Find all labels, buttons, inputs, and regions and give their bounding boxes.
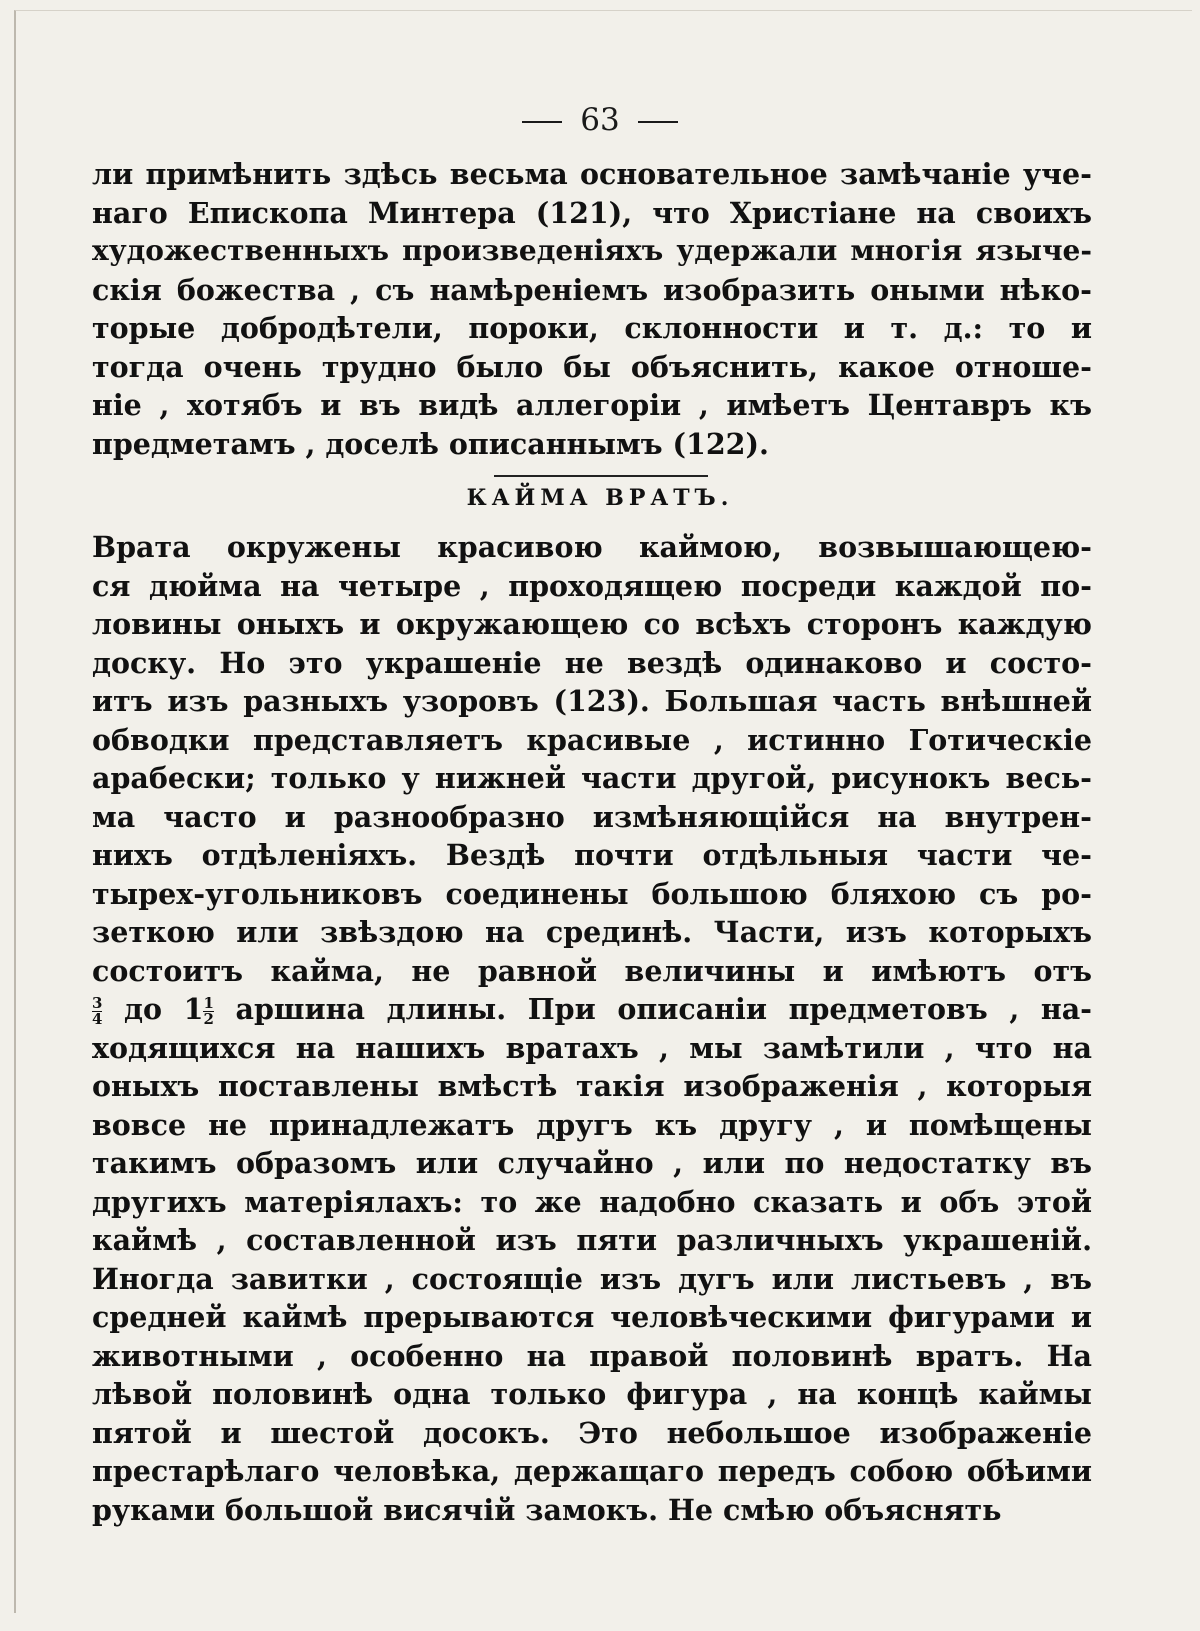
text-line: ходящихся на нашихъ вратахъ , мы замѣтили , что на <box>92 1030 1092 1065</box>
text-line: ли примѣнить здѣсь весьма основательное замѣчаніе уче- <box>92 157 1092 191</box>
section-divider <box>494 475 708 477</box>
text-line: ся дюйма на четыре , проходящею посреди каждой по- <box>92 568 1092 603</box>
text-line: престарѣлаго человѣка, держащаго передъ собою обѣими <box>92 1454 1092 1488</box>
text-line: художественныхъ произведеніяхъ удержали многія языче- <box>92 234 1092 267</box>
text-line: такимъ образомъ или случайно , или по недостатку въ <box>92 1146 1092 1180</box>
text-line: нихъ отдѣленіяхъ. Вездѣ почти отдѣльныя части че- <box>92 838 1092 872</box>
paragraph-kaima-vrat <box>92 528 1092 1529</box>
text-line: арабески; только у нижней части другой, рисунокъ весь- <box>92 761 1092 795</box>
text-line: пятой и шестой досокъ. Это небольшое изображеніе <box>92 1415 1092 1450</box>
text-line: Иногда завитки , состоящіе изъ дугъ или листьевъ , въ <box>92 1261 1092 1296</box>
text-line: каймѣ , составленной изъ пяти различныхъ украшеній. <box>92 1223 1092 1257</box>
fraction <box>203 996 213 1027</box>
fraction <box>92 996 102 1027</box>
text-line: средней каймѣ прерываются человѣческими фигурами и <box>92 1300 1092 1334</box>
text-line: торые добродѣтели, пороки, склонности и т. д.: то и <box>92 311 1092 345</box>
text-line: ма часто и разнообразно измѣняющійся на внутрен- <box>92 799 1092 834</box>
text-line: ловины оныхъ и окружающею со всѣхъ сторонъ каждую <box>92 607 1092 641</box>
fraction-denominator: 2 <box>203 1010 214 1028</box>
text-line: предметамъ , доселѣ описаннымъ (122). <box>92 426 769 461</box>
text-line: зеткою или звѣздою на срединѣ. Части, изъ которыхъ <box>92 915 1092 949</box>
page-header <box>0 102 1200 138</box>
text-line: Врата окружены красивою каймою, возвышающею- <box>92 530 1092 564</box>
text-line: обводки представляетъ красивые , истинно Готическіе <box>92 722 1092 757</box>
text-line: лѣвой половинѣ одна только фигура , на концѣ каймы <box>92 1377 1092 1411</box>
header-dash-left <box>522 121 562 123</box>
fraction-numerator: 1 <box>203 994 214 1012</box>
text-line: доску. Но это украшеніе не вездѣ одинаково и состо- <box>92 645 1092 680</box>
fraction-denominator: 4 <box>92 1010 103 1028</box>
section-title: КАЙМА ВРАТЪ. <box>466 485 734 511</box>
text-line: вовсе не принадлежатъ другъ къ другу , и помѣщены <box>92 1107 1092 1142</box>
text-line: тырех-угольниковъ соединены большою бляхою съ ро- <box>92 876 1092 911</box>
text-line: тогда очень трудно было бы объяснить, какое отноше- <box>92 349 1092 384</box>
header-dash-right <box>638 121 678 123</box>
text-line: итъ изъ разныхъ узоровъ (123). Большая часть внѣшней <box>92 684 1092 718</box>
text-line: состоитъ кайма, не равной величины и имѣютъ отъ <box>92 953 1092 988</box>
text-segment: аршина длины. При описаніи предметовъ , на- <box>213 992 1092 1026</box>
text-line <box>92 990 1092 1029</box>
page-number: 63 <box>580 102 620 138</box>
fraction-numerator: 3 <box>92 994 103 1012</box>
text-line: животными , особенно на правой половинѣ вратъ. На <box>92 1338 1092 1373</box>
text-line: скія божества , съ намѣреніемъ изобразить оными нѣко- <box>92 272 1092 307</box>
text-line: оныхъ поставлены вмѣстѣ такія изображенія , которыя <box>92 1069 1092 1103</box>
text-line: наго Епископа Минтера (121), что Христіане на своихъ <box>92 195 1092 230</box>
text-line: руками большой висячій замокъ. Не смѣю объяснять <box>92 1492 1002 1527</box>
text-line: ніе , хотябъ и въ видѣ аллегоріи , имѣетъ Центавръ къ <box>92 388 1092 422</box>
text-segment: до 1 <box>102 992 204 1026</box>
text-line: другихъ матеріялахъ: то же надобно сказать и объ этой <box>92 1184 1092 1219</box>
paragraph-continued <box>92 155 1092 463</box>
